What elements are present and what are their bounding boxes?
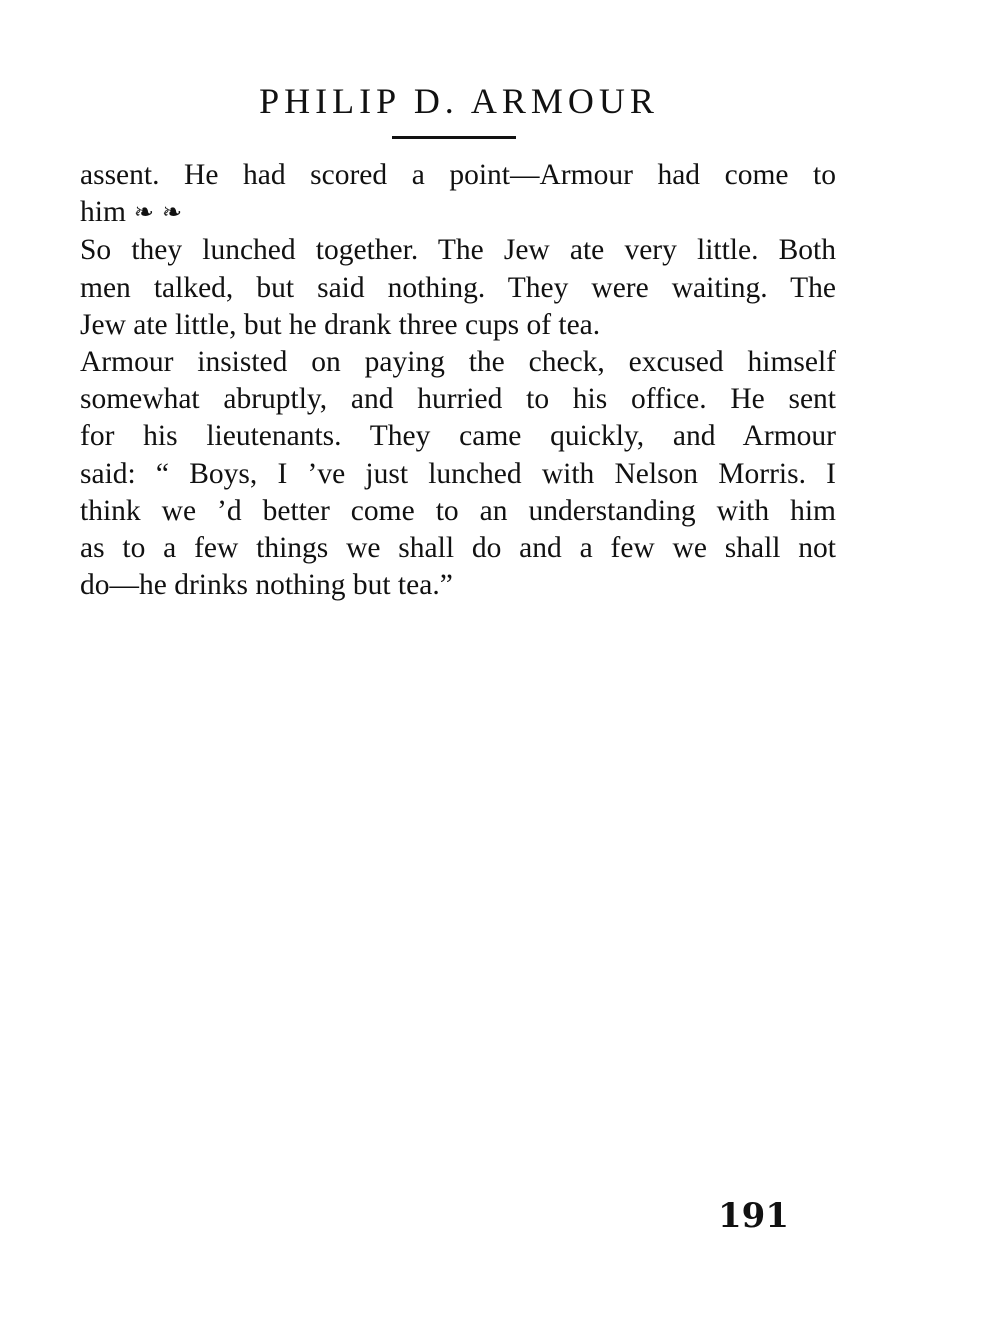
fleuron-ornament-icon: ❧ (162, 200, 183, 227)
body-text (80, 157, 836, 604)
text-line: men talked, but said nothing. They were waiting. The (80, 271, 836, 304)
text-line: Jew ate little, but he drank three cups of tea. (80, 308, 601, 341)
fleuron-ornament-icon: ❧ (133, 200, 155, 227)
text-line: So they lunched together. The Jew ate very little. Both (80, 234, 836, 267)
text-line (80, 194, 836, 232)
running-head: PHILIP D. ARMOUR (259, 81, 659, 121)
text-line: think we ’d better come to an understanding with him (80, 494, 836, 527)
paragraph-2 (80, 232, 836, 344)
text-line-text: him (80, 196, 126, 229)
text-line: do—he drinks nothing but tea.” (80, 569, 453, 602)
text-line: as to a few things we shall do and a few we shall not (80, 532, 836, 565)
text-line: said: “ Boys, I ’ve just lunched with Nelson Morris. I (80, 457, 836, 490)
text-line: Armour insisted on paying the check, excused himself (80, 346, 836, 379)
paragraph-1 (80, 157, 836, 232)
head-rule (392, 136, 516, 139)
paragraph-3 (80, 344, 836, 604)
text-line: assent. He had scored a point—Armour had come to (80, 159, 836, 191)
page-number: 191 (718, 1196, 789, 1236)
text-line: somewhat abruptly, and hurried to his office. He sent (80, 383, 836, 416)
text-line: for his lieutenants. They came quickly, and Armour (80, 420, 836, 453)
